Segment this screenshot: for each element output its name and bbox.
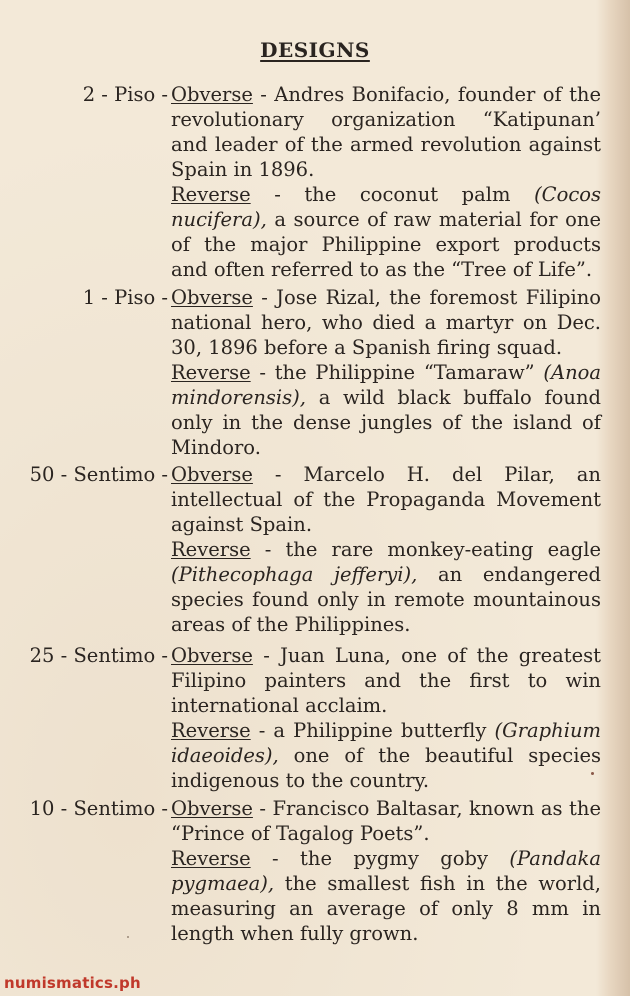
reverse-label: Reverse (171, 538, 251, 561)
reverse-text-post: a wild black buffalo found only in the dense jungles of the island of Mindoro. (171, 386, 601, 459)
obverse-text: - Juan Luna, one of the greatest Filipino painters and the first to win international acclaim. (171, 644, 601, 717)
reverse-paragraph (171, 360, 601, 460)
reverse-paragraph (171, 537, 601, 637)
reverse-paragraph (171, 846, 601, 946)
obverse-paragraph (171, 462, 601, 537)
obverse-label: Obverse (171, 644, 253, 667)
denomination-label: 1 - Piso - (82, 286, 168, 309)
scientific-name: (Anoa mindorensis), (171, 361, 601, 409)
watermark-text: numismatics.ph (4, 974, 141, 992)
obverse-paragraph (171, 82, 601, 182)
entry-description (171, 285, 601, 460)
obverse-text: - Andres Bonifacio, founder of the revolutionary organization “Katipunan’ and leader of the armed revolution against Spain in 1896. (171, 83, 601, 181)
obverse-label: Obverse (171, 286, 253, 309)
entry-description (171, 796, 601, 946)
reverse-label: Reverse (171, 183, 251, 206)
reverse-label: Reverse (171, 847, 251, 870)
obverse-label: Obverse (171, 797, 253, 820)
obverse-label: Obverse (171, 83, 253, 106)
obverse-paragraph (171, 643, 601, 718)
ink-speck (127, 936, 129, 938)
scientific-name: (Pandaka pygmaea), (171, 847, 601, 895)
reverse-paragraph (171, 182, 601, 282)
reverse-paragraph (171, 718, 601, 793)
ink-speck (591, 772, 594, 775)
reverse-text-post: a source of raw material for one of the major Philippine export products and often referred to as the “Tree of Life”. (171, 208, 601, 281)
reverse-text-pre: - the Philippine “Tamaraw” (250, 361, 544, 384)
reverse-label: Reverse (171, 719, 251, 742)
reverse-label: Reverse (171, 361, 251, 384)
entry-description (171, 643, 601, 793)
obverse-text: - Marcelo H. del Pilar, an intellectual of the Propaganda Movement against Spain. (171, 463, 601, 536)
obverse-paragraph (171, 285, 601, 360)
reverse-text-post: an endangered species found only in remote mountainous areas of the Philippines. (171, 563, 602, 636)
denomination-label: 2 - Piso - (82, 83, 168, 106)
denomination-label: 10 - Sentimo - (29, 797, 168, 820)
reverse-text-pre: - a Philippine butterfly (250, 719, 495, 742)
reverse-text-pre: - the coconut palm (250, 183, 535, 206)
denomination-label: 25 - Sentimo - (29, 644, 168, 667)
scientific-name: (Pithecophaga jefferyi), (171, 563, 418, 586)
page-title (0, 38, 630, 62)
scientific-name: (Graphium idaeoides), (171, 719, 601, 767)
reverse-text-pre: - the rare monkey-eating eagle (250, 538, 601, 561)
denomination-label: 50 - Sentimo - (29, 463, 168, 486)
page-title-text: DESIGNS (260, 38, 370, 62)
entry-description (171, 462, 601, 637)
obverse-text: - Jose Rizal, the foremost Filipino national hero, who died a martyr on Dec. 30, 1896 before a Spanish firing squad. (171, 286, 601, 359)
obverse-label: Obverse (171, 463, 253, 486)
scientific-name: (Cocos nucifera), (171, 183, 601, 231)
obverse-text: - Francisco Baltasar, known as the “Prince of Tagalog Poets”. (171, 797, 601, 845)
reverse-text-pre: - the pygmy goby (250, 847, 510, 870)
obverse-paragraph (171, 796, 601, 846)
reverse-text-post: one of the beautiful species indigenous to the country. (171, 744, 601, 792)
reverse-text-post: the smallest fish in the world, measuring an average of only 8 mm in length when fully grown. (171, 872, 601, 945)
entry-description (171, 82, 601, 282)
